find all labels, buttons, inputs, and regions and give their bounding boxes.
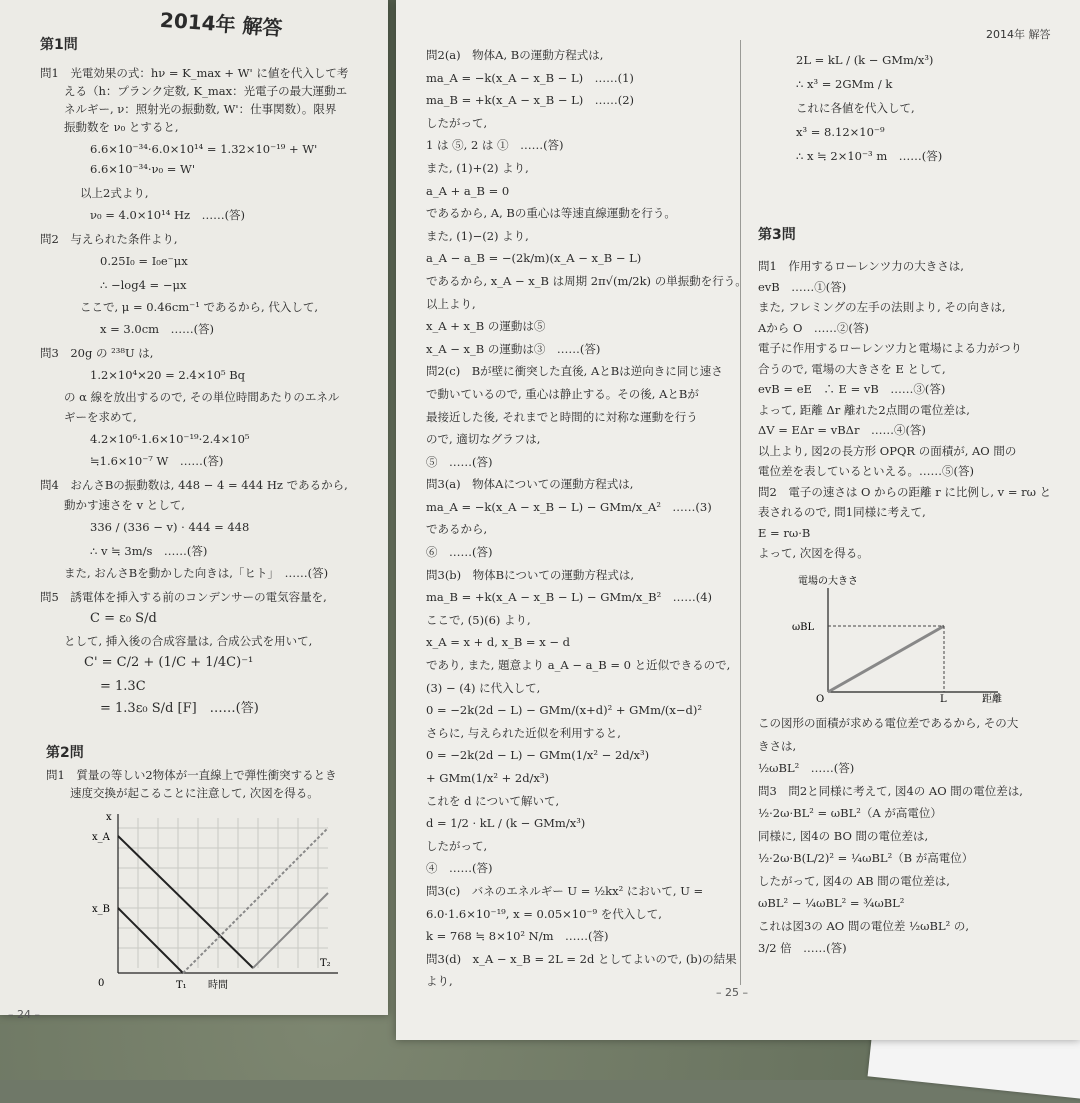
answer: = 1.3ε₀ S/d [F] ……(答): [100, 701, 259, 716]
column-2-text: [796, 48, 942, 168]
text-line: として, 挿入後の合成容量は, 合成公式を用いて,: [64, 634, 313, 648]
text-line: であるから, x_A − x_B は周期 2π√(m/2k) の単振動を行う。: [426, 273, 747, 288]
text-line: Aから O ……②(答): [758, 320, 869, 335]
text-line: x_A = x + d, x_B = x − d: [426, 635, 571, 650]
graph-grid: [118, 818, 328, 968]
text-line: ΔV = EΔr = vBΔr ……④(答): [758, 423, 926, 437]
text-line: + GMm(1/x² + 2d/x³): [426, 771, 550, 785]
text-line: ½·2ω·BL² = ωBL²（A が高電位）: [758, 806, 942, 820]
equation: 4.2×10⁶·1.6×10⁻¹⁹·2.4×10⁵: [90, 432, 250, 446]
text-line: 問5 誘電体を挿入する前のコンデンサーの電気容量を,: [40, 590, 327, 604]
text-line: ma_A = −k(x_A − x_B − L) − GMm/x_A² ……(3): [426, 499, 712, 514]
text-line: 問2 電子の速さは O からの距離 r に比例し, v = rω と: [758, 484, 1052, 499]
equation: 1.2×10⁴×20 = 2.4×10⁵ Bq: [90, 368, 246, 382]
text-line: ネルギー, ν：照射光の振動数, W'：仕事関数）。限界: [64, 102, 337, 116]
equation: C = ε₀ S/d: [90, 611, 157, 626]
answer: ν₀ = 4.0×10¹⁴ Hz ……(答): [90, 208, 246, 222]
left-page: [0, 0, 388, 1015]
text-line: であるから,: [426, 522, 488, 537]
page-number-right: – 25 –: [716, 986, 748, 999]
text-line: 0 = −2k(2d − L) − GMm(1/x² − 2d/x³): [426, 748, 650, 763]
text-line: 2L = kL / (k − GMm/x³): [796, 53, 934, 67]
text-line: これに各値を代入して,: [796, 101, 915, 115]
text-line: 問3(a) 物体Aについての運動方程式は,: [426, 477, 634, 492]
fig-xtick: L: [940, 694, 947, 704]
text-line: a_A − a_B = −(2k/m)(x_A − x_B − L): [426, 251, 642, 266]
text-line: この図形の面積が求める電位差であるから, その大: [758, 716, 1019, 730]
graph-y-label: x: [106, 812, 112, 823]
text-line: 電子に作用するローレンツ力と電場による力がつり: [758, 341, 1022, 355]
text-line: 以上2式より,: [80, 186, 149, 200]
text-line: x_A + x_B の運動は⑤: [426, 319, 546, 334]
field-line: [828, 626, 944, 692]
text-line: a_A + a_B = 0: [426, 183, 510, 198]
column-2-text-sec3: [758, 256, 1051, 564]
text-line: したがって,: [426, 838, 488, 853]
graph-label-xA: x_A: [92, 832, 110, 843]
text-line: ma_B = +k(x_A − x_B − L) − GMm/x_B² ……(4): [426, 590, 713, 605]
answer: また, おんさBを動かした向きは,「ヒト」 ……(答): [64, 566, 329, 580]
graph-label-xB: x_B: [92, 904, 110, 915]
fig-ytick: ωBL: [792, 622, 815, 633]
text-line: x_A − x_B の運動は③ ……(答): [426, 341, 601, 356]
fig-origin: O: [816, 694, 825, 704]
text-line: したがって, 図4の AB 間の電位差は,: [758, 873, 950, 888]
page-title: 2014年 解答: [159, 7, 284, 41]
text-line: 問1 作用するローレンツ力の大きさは,: [758, 259, 964, 273]
text-line: d = 1/2 · kL / (k − GMm/x³): [426, 816, 586, 831]
text-line: これを d について解いて,: [426, 793, 560, 808]
text-line: ∴ x ≒ 2×10⁻³ m ……(答): [796, 149, 943, 163]
text-line: また, (1)+(2) より,: [426, 160, 529, 175]
text-line: (3) − (4) に代入して,: [426, 680, 541, 695]
text-line: より,: [426, 974, 453, 989]
text-line: ma_A = −k(x_A − x_B − L) ……(1): [426, 70, 634, 85]
text-line: で動いているので, 重心は静止する。その後, AとBが: [426, 386, 699, 401]
text-line: ⑤ ……(答): [426, 454, 493, 469]
text-line: ここで, (5)(6) より,: [426, 612, 531, 627]
text-line: 問2 与えられた条件より,: [40, 232, 178, 246]
text-line: 問3(b) 物体Bについての運動方程式は,: [426, 567, 635, 582]
text-line: 問3(d) x_A − x_B = 2L = 2d としてよいので, (b)の結果: [426, 951, 737, 966]
text-line: 問1 光電効果の式：hν = K_max + W' に値を代入して考: [40, 66, 349, 80]
text-line: ④ ……(答): [426, 861, 493, 876]
line-xB-after: [183, 828, 328, 973]
text-line: ½·2ω·B(L/2)² = ¼ωBL²（B が高電位）: [758, 851, 974, 865]
running-header: 2014年 解答: [986, 28, 1051, 41]
text-line: 問2(a) 物体A, Bの運動方程式は,: [426, 48, 604, 62]
text-line: ωBL² − ¼ωBL² = ¾ωBL²: [758, 896, 905, 910]
text-line: ギーを求めて,: [64, 410, 137, 424]
text-line: 合うので, 電場の大きさを E として,: [758, 361, 946, 376]
equation: ∴ −log4 = −μx: [100, 278, 187, 292]
text-line: ma_B = +k(x_A − x_B − L) ……(2): [426, 93, 635, 108]
section-heading-1: 第1問: [40, 37, 78, 53]
fig-xlabel: 距離: [982, 694, 1002, 704]
graph-T2: T₂: [320, 958, 331, 969]
text-line: よって, 次図を得る。: [758, 546, 869, 560]
text-line: evB = eE ∴ E = vB ……③(答): [758, 382, 946, 396]
text-line: x³ = 8.12×10⁻⁹: [796, 125, 885, 139]
graph-origin: 0: [98, 978, 105, 989]
text-line: 6.0·1.6×10⁻¹⁹, x = 0.05×10⁻⁹ を代入して,: [426, 906, 662, 921]
text-line: 表されるので, 問1同様に考えて,: [758, 505, 926, 519]
text-line: ここで, μ = 0.46cm⁻¹ であるから, 代入して,: [80, 300, 318, 314]
equation: 336 / (336 − v) · 444 = 448: [90, 520, 250, 534]
graph-time-label: 時間: [208, 980, 228, 991]
text-line: また, (1)−(2) より,: [426, 228, 529, 243]
page-number-left: – 24 –: [8, 1008, 40, 1021]
equation: 6.6×10⁻³⁴·ν₀ = W': [90, 162, 196, 176]
text-line: ∴ x³ = 2GMm / k: [796, 77, 893, 91]
text-line: える（h：プランク定数, K_max：光電子の最大運動エ: [64, 84, 348, 98]
graph-T1: T₁: [176, 980, 187, 991]
line-xA-after: [253, 893, 328, 968]
text-line: 3/2 倍 ……(答): [758, 941, 847, 955]
equation: 6.6×10⁻³⁴·6.0×10¹⁴ = 1.32×10⁻¹⁹ + W': [90, 142, 318, 156]
answer: ≒1.6×10⁻⁷ W ……(答): [90, 454, 224, 468]
text-line: したがって,: [426, 115, 488, 130]
text-line: であるから, A, Bの重心は等速直線運動を行う。: [426, 206, 676, 221]
right-page: [396, 0, 1080, 1040]
text-line: 問4 おんさBの振動数は, 448 − 4 = 444 Hz であるから,: [40, 478, 348, 492]
text-line: 電位差を表しているといえる。……⑤(答): [758, 464, 974, 478]
text-line: 問1 質量の等しい2物体が一直線上で弾性衝突するとき: [46, 768, 337, 782]
text-line: よって, 距離 Δr 離れた2点間の電位差は,: [758, 402, 970, 417]
text-line: 問3(c) バネのエネルギー U = ½kx² において, U =: [426, 883, 704, 898]
text-line: evB ……①(答): [758, 279, 847, 294]
text-line: 問2(c) Bが壁に衝突した直後, AとBは逆向きに同じ速さ: [426, 364, 723, 379]
text-line: 以上より,: [426, 296, 476, 311]
text-line: これは図3の AO 間の電位差 ½ωBL² の,: [758, 918, 970, 933]
equation: 0.25I₀ = I₀e⁻μx: [100, 254, 188, 268]
text-line: 0 = −2k(2d − L) − GMm/(x+d)² + GMm/(x−d)²: [426, 703, 702, 718]
text-line: ½ωBL² ……(答): [758, 761, 855, 775]
electric-field-graph: [776, 574, 1026, 704]
text-line: ので, 適切なグラフは,: [426, 432, 541, 447]
text-line: 動かす速さを v として,: [64, 498, 185, 512]
text-line: であり, また, 題意より a_A − a_B = 0 と近似できるので,: [426, 658, 731, 673]
fig-ylabel: 電場の大きさ: [798, 576, 858, 587]
text-line: 同様に, 図4の BO 間の電位差は,: [758, 828, 929, 843]
text-line: また, フレミングの左手の法則より, その向きは,: [758, 300, 1006, 314]
equation: C' = C/2 + (1/C + 1/4C)⁻¹: [84, 655, 254, 670]
position-time-graph: [88, 808, 368, 998]
text-line: きさは,: [758, 738, 797, 753]
section-heading-3: 第3問: [758, 227, 796, 243]
line-xB: [118, 908, 183, 973]
answer: x = 3.0cm ……(答): [100, 322, 215, 336]
text-line: 振動数を ν₀ とすると,: [64, 120, 179, 134]
section-heading-2: 第2問: [46, 745, 84, 761]
text-line: 速度交換が起こることに注意して, 次図を得る。: [70, 786, 319, 800]
text-line: k = 768 ≒ 8×10² N/m ……(答): [426, 929, 609, 944]
text-line: E = rω·B: [758, 525, 811, 540]
text-line: 問3 20g の ²³⁸U は,: [40, 346, 154, 360]
text-line: 最接近した後, それまでと時間的に対称な運動を行う: [426, 409, 698, 424]
column-2-text-end: [758, 712, 1023, 960]
text-line: さらに, 与えられた近似を利用すると,: [426, 725, 621, 740]
text-line: 以上より, 図2の長方形 OPQR の面積が, AO 間の: [758, 443, 1017, 458]
text-line: 問3 問2と同様に考えて, 図4の AO 間の電位差は,: [758, 783, 1023, 798]
equation: = 1.3C: [100, 679, 146, 694]
text-line: 1 は ⑤, 2 は ① ……(答): [426, 138, 564, 153]
text-line: ⑥ ……(答): [426, 545, 493, 560]
text-line: の α 線を放出するので, その単位時間あたりのエネル: [64, 390, 340, 404]
answer: ∴ v ≒ 3m/s ……(答): [90, 544, 208, 558]
column-1-text: [426, 44, 747, 993]
